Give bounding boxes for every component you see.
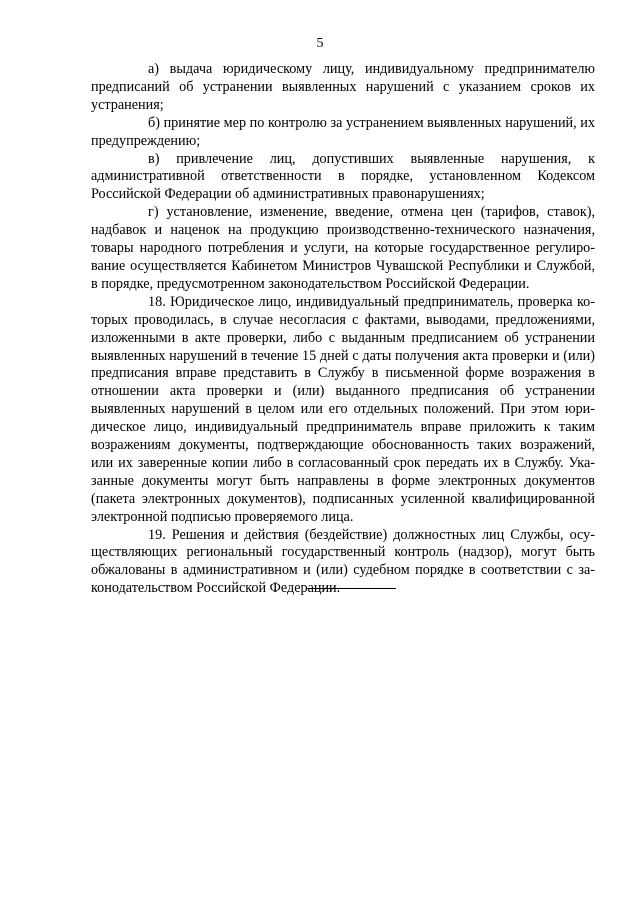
paragraph-b: б) принятие мер по контролю за устранением выявленных нарушений, их предупреждению; (91, 114, 595, 149)
paragraph-a: а) выдача юридическому лицу, индивидуальному предпринимателю предписаний об устранении выявленных нарушений с указанием сроков их устранения; (91, 61, 595, 113)
paragraph-19: 19. Решения и действия (бездействие) должностных лиц Службы, осуществляющих региональный государственный контроль (надзор), могут быть обжалованы в административном и (или) судебном порядке в соответствии с законодательством Российской Федерации. (91, 526, 595, 597)
end-divider (306, 588, 396, 589)
page-number: 5 (316, 36, 324, 51)
document-body (91, 61, 595, 598)
paragraph-g: г) установление, изменение, введение, отмена цен (тарифов, ставок), надбавок и наценок на продукцию производственно-технического назначения, товары народного потребления и услуги, на которые государственное регулирование осуществляется Кабинетом Министров Чувашской Республики и Службой, в порядке, предусмотренном законодательством Российской Федерации. (91, 204, 595, 292)
paragraph-18: 18. Юридическое лицо, индивидуальный предприниматель, проверка которых проводилась, в случае несогласия с фактами, выводами, предложениями, изложенными в акте проверки, либо с выданным предписанием об устранении выявленных нарушений в течение 15 дней с даты получения акта проверки и (или) предписания вправе представить в Службу в письменной форме возражения в отношении акта проверки и (или) выданного предписания об устранении выявленных нарушений в целом или его отдельных положений. При этом юридическое лицо, индивидуальный предприниматель вправе приложить к таким возражениям документы, подтверждающие обоснованность таких возражений, или их заверенные копии либо в согласованный срок передать их в Службу. Указанные документы могут быть направлены в форме электронных документов (пакета электронных документов), подписанных усиленной квалифицированной электронной подписью проверяемого лица. (91, 293, 595, 525)
paragraph-v: в) привлечение лиц, допустивших выявленные нарушения, к административной ответственности в порядке, установленном Кодексом Российской Федерации об административных правонарушениях; (91, 150, 595, 203)
